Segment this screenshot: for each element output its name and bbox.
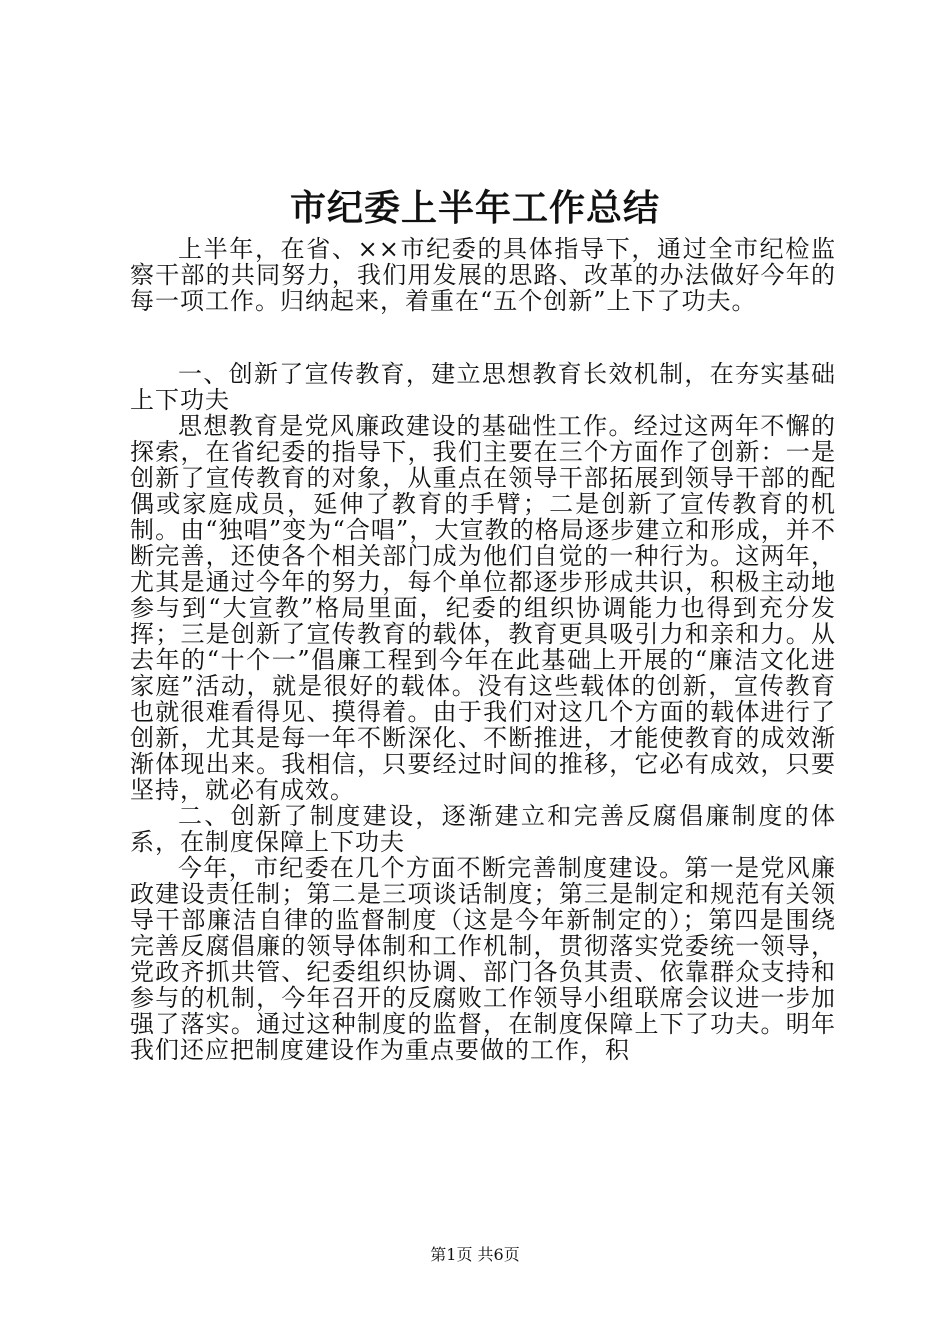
intro-paragraph: 上半年，在省、××市纪委的具体指导下，通过全市纪检监察干部的共同努力，我们用发展的思路、改革的办法做好今年的每一项工作。归纳起来，着重在“五个创新”上下了功夫。 — [130, 235, 836, 315]
section-1-heading: 一、创新了宣传教育，建立思想教育长效机制，在夯实基础上下功夫 — [130, 360, 836, 414]
section-2-paragraph: 今年，市纪委在几个方面不断完善制度建设。第一是党风廉政建设责任制；第二是三项谈话制度；第三是制定和规范有关领导干部廉洁自律的监督制度（这是今年新制定的）；第四是围绕完善反腐倡廉的领导体制和工作机制，贯彻落实党委统一领导，党政齐抓共管、纪委组织协调、部门各负其责、依靠群众支持和参与的机制，今年召开的反腐败工作领导小组联席会议进一步加强了落实。通过这种制度的监督，在制度保障上下了功夫。明年我们还应把制度建设作为重点要做的工作，积 — [130, 854, 836, 1064]
intro-block — [130, 236, 836, 314]
page-footer: 第1页 共6页 — [430, 1245, 520, 1264]
document-title: 市纪委上半年工作总结 — [289, 187, 660, 229]
section-1-block — [130, 361, 836, 1063]
section-2-heading: 二、创新了制度建设，逐渐建立和完善反腐倡廉制度的体系，在制度保障上下功夫 — [130, 802, 836, 856]
section-1-paragraph: 思想教育是党风廉政建设的基础性工作。经过这两年不懈的探索，在省纪委的指导下，我们主要在三个方面作了创新：一是创新了宣传教育的对象，从重点在领导干部拓展到领导干部的配偶或家庭成员，延伸了教育的手臂；二是创新了宣传教育的机制。由“独唱”变为“合唱”，大宣教的格局逐步建立和形成，并不断完善，还使各个相关部门成为他们自觉的一种行为。这两年，尤其是通过今年的努力，每个单位都逐步形成共识，积极主动地参与到“大宣教”格局里面，纪委的组织协调能力也得到充分发挥；三是创新了宣传教育的载体，教育更具吸引力和亲和力。从去年的“十个一”倡廉工程到今年在此基础上开展的“廉洁文化进家庭”活动，就是很好的载体。没有这些载体的创新，宣传教育也就很难看得见、摸得着。由于我们对这几个方面的载体进行了创新，尤其是每一年不断深化、不断推进，才能使教育的成效渐渐体现出来。我相信，只要经过时间的推移，它必有成效，只要坚持，就必有成效。 — [130, 412, 836, 804]
